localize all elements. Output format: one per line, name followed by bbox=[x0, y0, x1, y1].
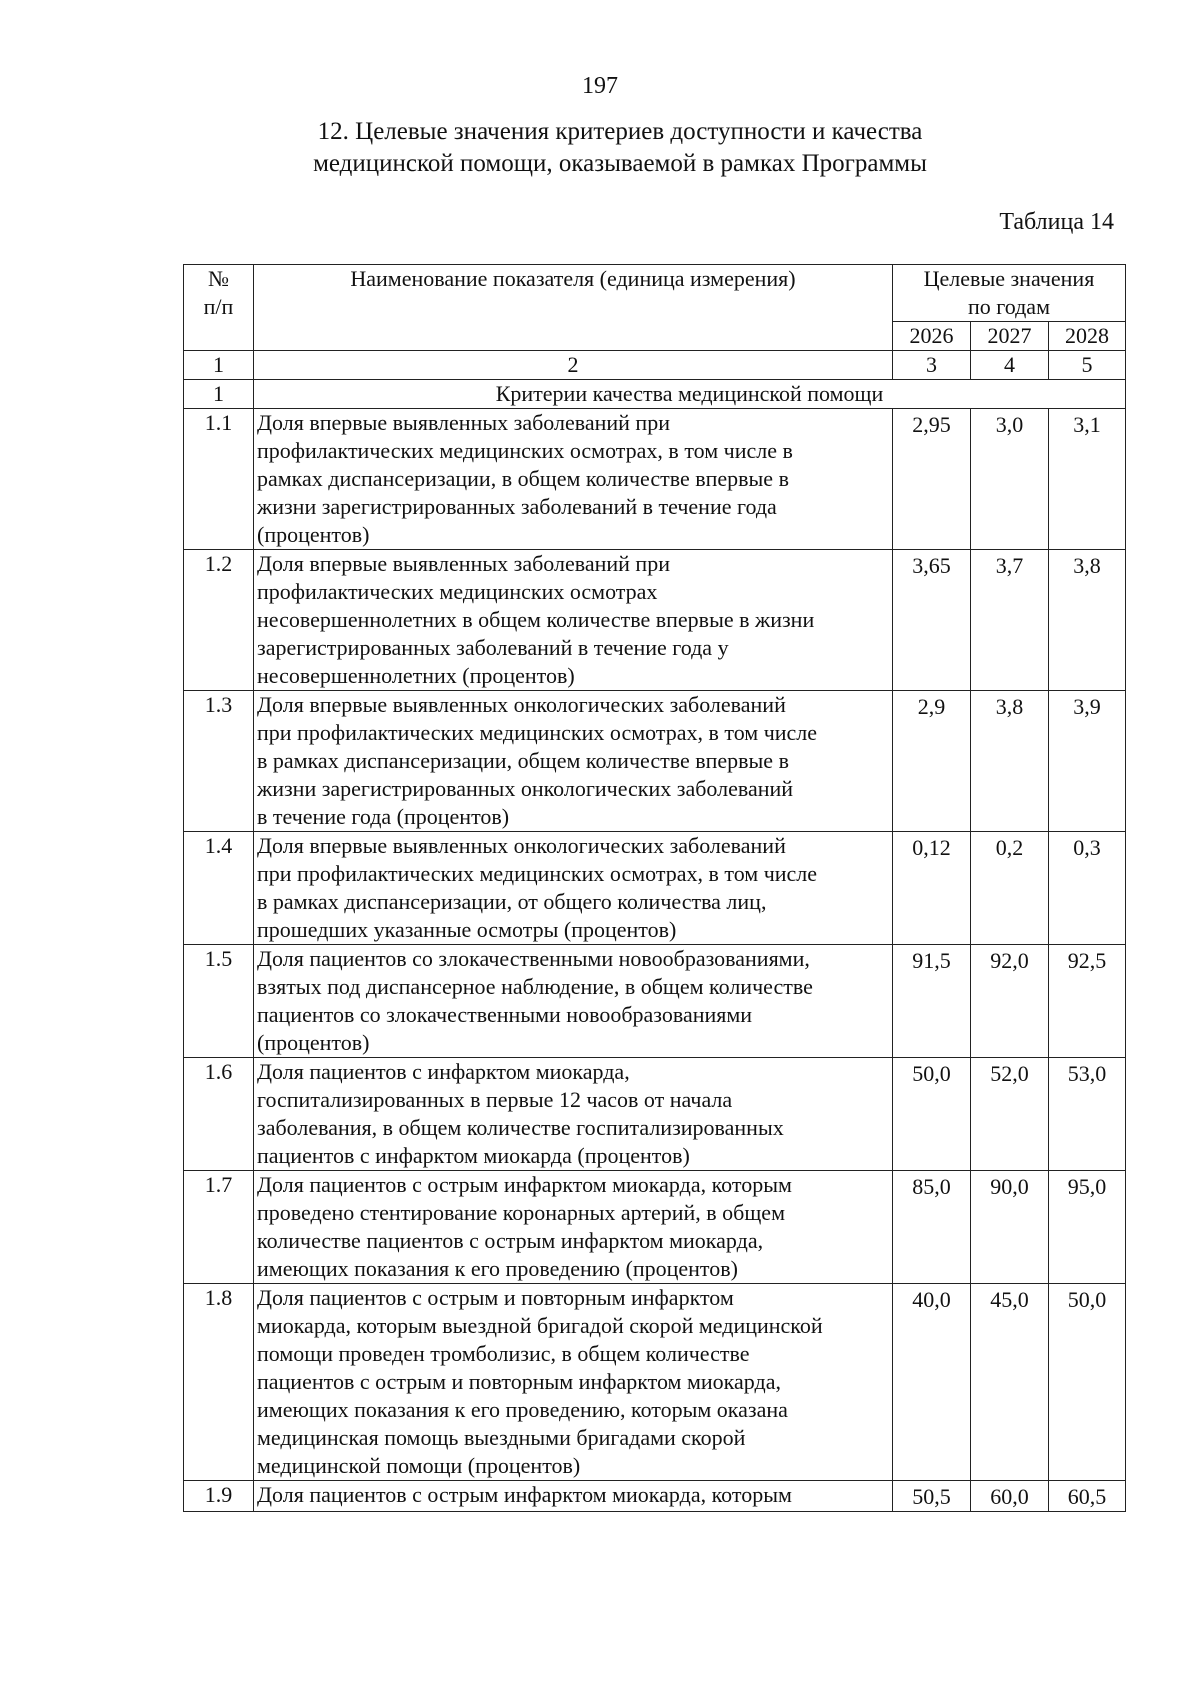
row-value-2028: 60,5 bbox=[1049, 1481, 1126, 1512]
row-value-2026: 0,12 bbox=[893, 832, 971, 945]
row-name-cell: Доля впервые выявленных заболеваний при профилактических медицинских осмотрах несовершеннолетних в общем количестве впервые в жизни зарегистрированных заболеваний в течение года у несовершеннолетних (процентов) bbox=[254, 550, 893, 691]
row-num-cell: 1.1 bbox=[184, 409, 254, 550]
column-number-2: 2 bbox=[254, 351, 893, 380]
row-num-cell: 1.4 bbox=[184, 832, 254, 945]
table-row bbox=[184, 1171, 1126, 1284]
column-number-4: 4 bbox=[971, 351, 1049, 380]
header-row bbox=[184, 265, 1126, 322]
row-value-2027: 45,0 bbox=[971, 1284, 1049, 1481]
table-row bbox=[184, 409, 1126, 550]
table-row bbox=[184, 550, 1126, 691]
row-value-2028: 53,0 bbox=[1049, 1058, 1126, 1171]
row-name-cell: Доля впервые выявленных онкологических заболеваний при профилактических медицинских осмотрах, в том числе в рамках диспансеризации, общем количестве впервые в жизни зарегистрированных онкологических заболеваний в течение года (процентов) bbox=[254, 691, 893, 832]
row-num-cell: 1.7 bbox=[184, 1171, 254, 1284]
row-value-2027: 3,8 bbox=[971, 691, 1049, 832]
row-value-2028: 50,0 bbox=[1049, 1284, 1126, 1481]
header-targets-cell: Целевые значения по годам bbox=[893, 265, 1126, 322]
table-row bbox=[184, 1058, 1126, 1171]
row-value-2028: 92,5 bbox=[1049, 945, 1126, 1058]
row-name-cell: Доля впервые выявленных заболеваний при профилактических медицинских осмотрах, в том числе в рамках диспансеризации, в общем количестве впервые в жизни зарегистрированных заболеваний в течение года (процентов) bbox=[254, 409, 893, 550]
row-value-2026: 40,0 bbox=[893, 1284, 971, 1481]
row-value-2026: 2,9 bbox=[893, 691, 971, 832]
row-num-cell: 1.9 bbox=[184, 1481, 254, 1512]
section-heading-line-1: 12. Целевые значения критериев доступности и качества bbox=[317, 118, 923, 145]
section-title-cell: Критерии качества медицинской помощи bbox=[254, 380, 1126, 409]
column-number-5: 5 bbox=[1049, 351, 1126, 380]
row-value-2028: 3,1 bbox=[1049, 409, 1126, 550]
row-value-2028: 3,9 bbox=[1049, 691, 1126, 832]
row-value-2026: 50,0 bbox=[893, 1058, 971, 1171]
criteria-table bbox=[183, 264, 1126, 1512]
table-label: Таблица 14 bbox=[999, 209, 1114, 235]
row-value-2028: 95,0 bbox=[1049, 1171, 1126, 1284]
section-heading-line-2: медицинской помощи, оказываемой в рамках Программы bbox=[313, 150, 927, 177]
table-row bbox=[184, 832, 1126, 945]
row-value-2027: 0,2 bbox=[971, 832, 1049, 945]
header-year-2027: 2027 bbox=[971, 322, 1049, 351]
row-num-cell: 1.2 bbox=[184, 550, 254, 691]
table-row bbox=[184, 945, 1126, 1058]
header-num-cell: № п/п bbox=[184, 265, 254, 351]
row-num-cell: 1.8 bbox=[184, 1284, 254, 1481]
row-value-2027: 92,0 bbox=[971, 945, 1049, 1058]
row-value-2026: 85,0 bbox=[893, 1171, 971, 1284]
row-value-2026: 2,95 bbox=[893, 409, 971, 550]
table-row bbox=[184, 691, 1126, 832]
table-row bbox=[184, 1481, 1126, 1512]
row-name-cell: Доля пациентов с инфарктом миокарда, госпитализированных в первые 12 часов от начала заболевания, в общем количестве госпитализированных пациентов с инфарктом миокарда (процентов) bbox=[254, 1058, 893, 1171]
row-num-cell: 1.3 bbox=[184, 691, 254, 832]
row-value-2028: 0,3 bbox=[1049, 832, 1126, 945]
row-num-cell: 1.5 bbox=[184, 945, 254, 1058]
row-num-cell: 1.6 bbox=[184, 1058, 254, 1171]
header-name-cell: Наименование показателя (единица измерения) bbox=[254, 265, 893, 351]
row-value-2026: 50,5 bbox=[893, 1481, 971, 1512]
row-value-2027: 60,0 bbox=[971, 1481, 1049, 1512]
page-number: 197 bbox=[582, 73, 618, 99]
row-value-2027: 90,0 bbox=[971, 1171, 1049, 1284]
row-name-cell: Доля пациентов с острым инфарктом миокарда, которым проведено стентирование коронарных артерий, в общем количестве пациентов с острым инфарктом миокарда, имеющих показания к его проведению (процентов) bbox=[254, 1171, 893, 1284]
row-name-cell: Доля пациентов с острым и повторным инфарктом миокарда, которым выездной бригадой скорой медицинской помощи проведен тромболизис, в общем количестве пациентов с острым и повторным инфарктом миокарда, имеющих показания к его проведению, которым оказана медицинская помощь выездными бригадами скорой медицинской помощи (процентов) bbox=[254, 1284, 893, 1481]
column-number-1: 1 bbox=[184, 351, 254, 380]
section-heading bbox=[240, 116, 1000, 180]
row-value-2027: 3,7 bbox=[971, 550, 1049, 691]
row-value-2027: 52,0 bbox=[971, 1058, 1049, 1171]
column-numbers-row bbox=[184, 351, 1126, 380]
table-row bbox=[184, 1284, 1126, 1481]
row-name-cell: Доля пациентов со злокачественными новообразованиями, взятых под диспансерное наблюдение, в общем количестве пациентов со злокачественными новообразованиями (процентов) bbox=[254, 945, 893, 1058]
row-value-2026: 3,65 bbox=[893, 550, 971, 691]
header-year-2028: 2028 bbox=[1049, 322, 1126, 351]
row-name-cell: Доля впервые выявленных онкологических заболеваний при профилактических медицинских осмотрах, в том числе в рамках диспансеризации, от общего количества лиц, прошедших указанные осмотры (процентов) bbox=[254, 832, 893, 945]
section-num-cell: 1 bbox=[184, 380, 254, 409]
header-year-2026: 2026 bbox=[893, 322, 971, 351]
column-number-3: 3 bbox=[893, 351, 971, 380]
row-value-2027: 3,0 bbox=[971, 409, 1049, 550]
row-value-2028: 3,8 bbox=[1049, 550, 1126, 691]
row-name-cell: Доля пациентов с острым инфарктом миокарда, которым bbox=[254, 1481, 893, 1512]
row-value-2026: 91,5 bbox=[893, 945, 971, 1058]
criteria-table-body bbox=[184, 265, 1126, 1512]
section-row bbox=[184, 380, 1126, 409]
